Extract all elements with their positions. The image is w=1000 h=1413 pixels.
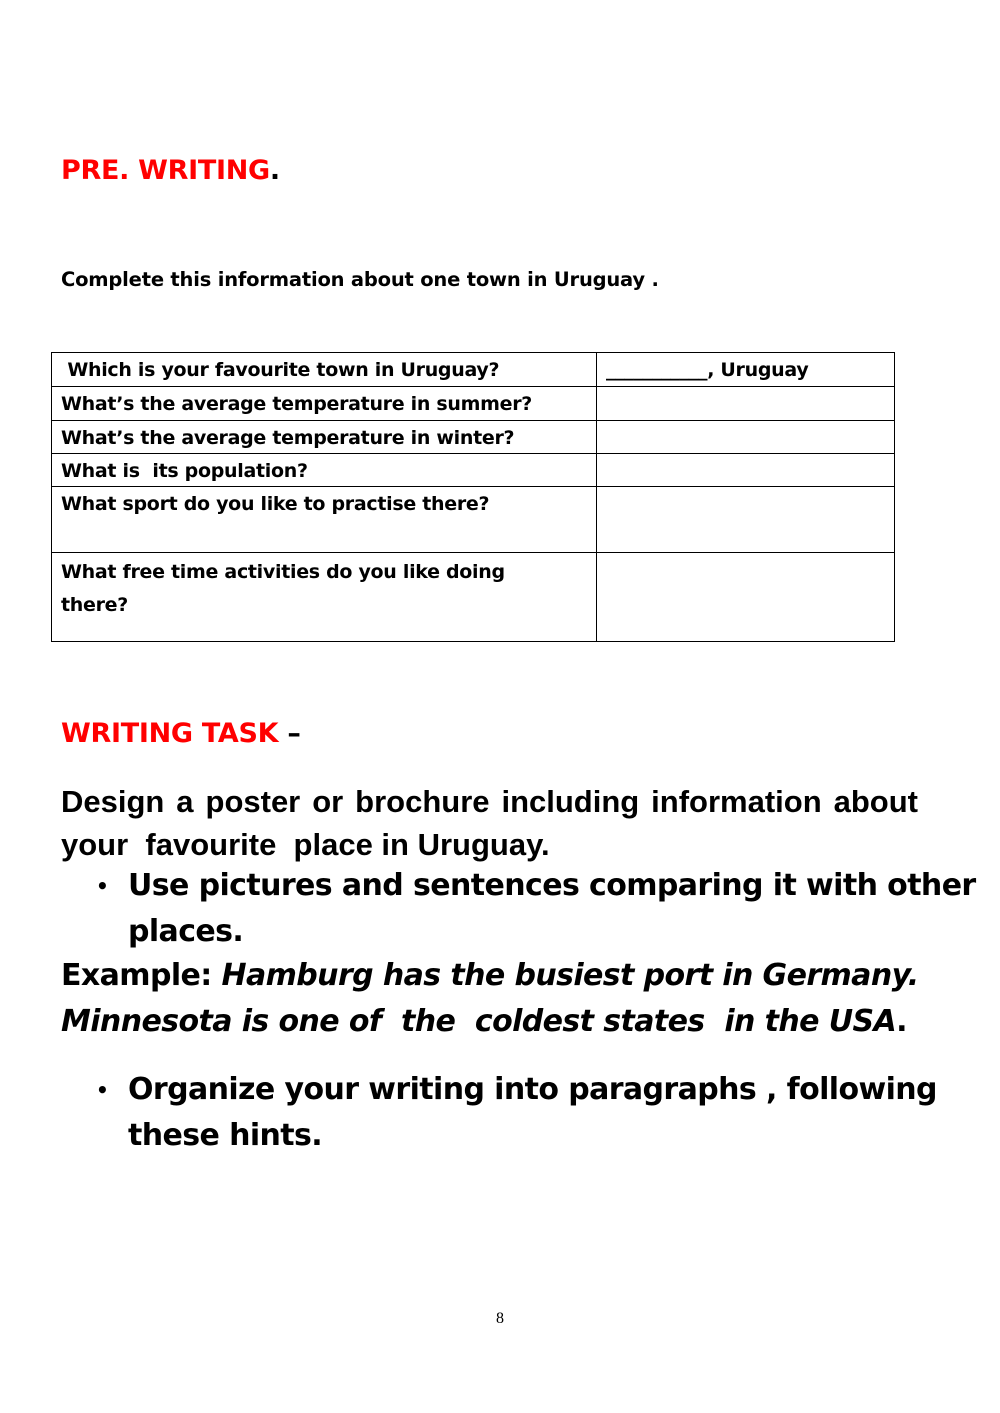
question-cell: Which is your favourite town in Uruguay? <box>52 353 597 387</box>
table-row <box>52 421 895 454</box>
example-line <box>61 953 919 999</box>
example-block <box>61 953 919 1045</box>
bullet-text-line: Use pictures and sentences comparing it with other <box>128 868 976 903</box>
town-info-table <box>51 352 895 642</box>
table-row <box>52 553 895 642</box>
answer-cell[interactable] <box>597 387 895 421</box>
bullet-item <box>60 863 976 955</box>
example-line <box>61 999 919 1045</box>
question-cell: What free time activities do you like doing there? <box>52 553 597 642</box>
bullet-text-line: Organize your writing into paragraphs , following <box>128 1072 937 1107</box>
answer-cell[interactable] <box>597 553 895 642</box>
bullet-text-line: these hints. <box>128 1118 323 1153</box>
bullet-text-line: places. <box>128 914 244 949</box>
page-number: 8 <box>496 1310 504 1327</box>
question-cell: What is its population? <box>52 454 597 487</box>
task-description: Design a poster or brochure including information about your favourite place in Uruguay. <box>61 784 936 862</box>
answer-cell[interactable] <box>597 487 895 553</box>
example-sentence: Hamburg has the busiest port in Germany. <box>221 958 919 993</box>
pre-writing-title: PRE. WRITING <box>61 155 270 186</box>
pre-writing-heading <box>61 155 280 186</box>
question-cell: What sport do you like to practise there? <box>52 487 597 553</box>
bullet-icon: • <box>96 874 109 898</box>
table-row <box>52 454 895 487</box>
table-row <box>52 487 895 553</box>
pre-writing-period: . <box>269 155 280 186</box>
example-label: Example: <box>61 958 222 993</box>
question-cell: What’s the average temperature in winter? <box>52 421 597 454</box>
example-sentence: Minnesota is one of the coldest states in the USA <box>61 1004 897 1039</box>
table-row <box>52 353 895 387</box>
writing-task-heading <box>61 718 301 749</box>
writing-task-title: WRITING TASK <box>61 718 279 749</box>
answer-cell[interactable]: ___________, Uruguay <box>597 353 895 387</box>
table-row <box>52 387 895 421</box>
answer-cell[interactable] <box>597 421 895 454</box>
instruction-text: Complete this information about one town in Uruguay . <box>61 268 659 291</box>
writing-task-dash: – <box>278 718 301 749</box>
bullet-item <box>60 1067 960 1159</box>
example-period: . <box>896 1004 907 1039</box>
answer-cell[interactable] <box>597 454 895 487</box>
bullet-icon: • <box>96 1078 109 1102</box>
question-cell: What’s the average temperature in summer? <box>52 387 597 421</box>
